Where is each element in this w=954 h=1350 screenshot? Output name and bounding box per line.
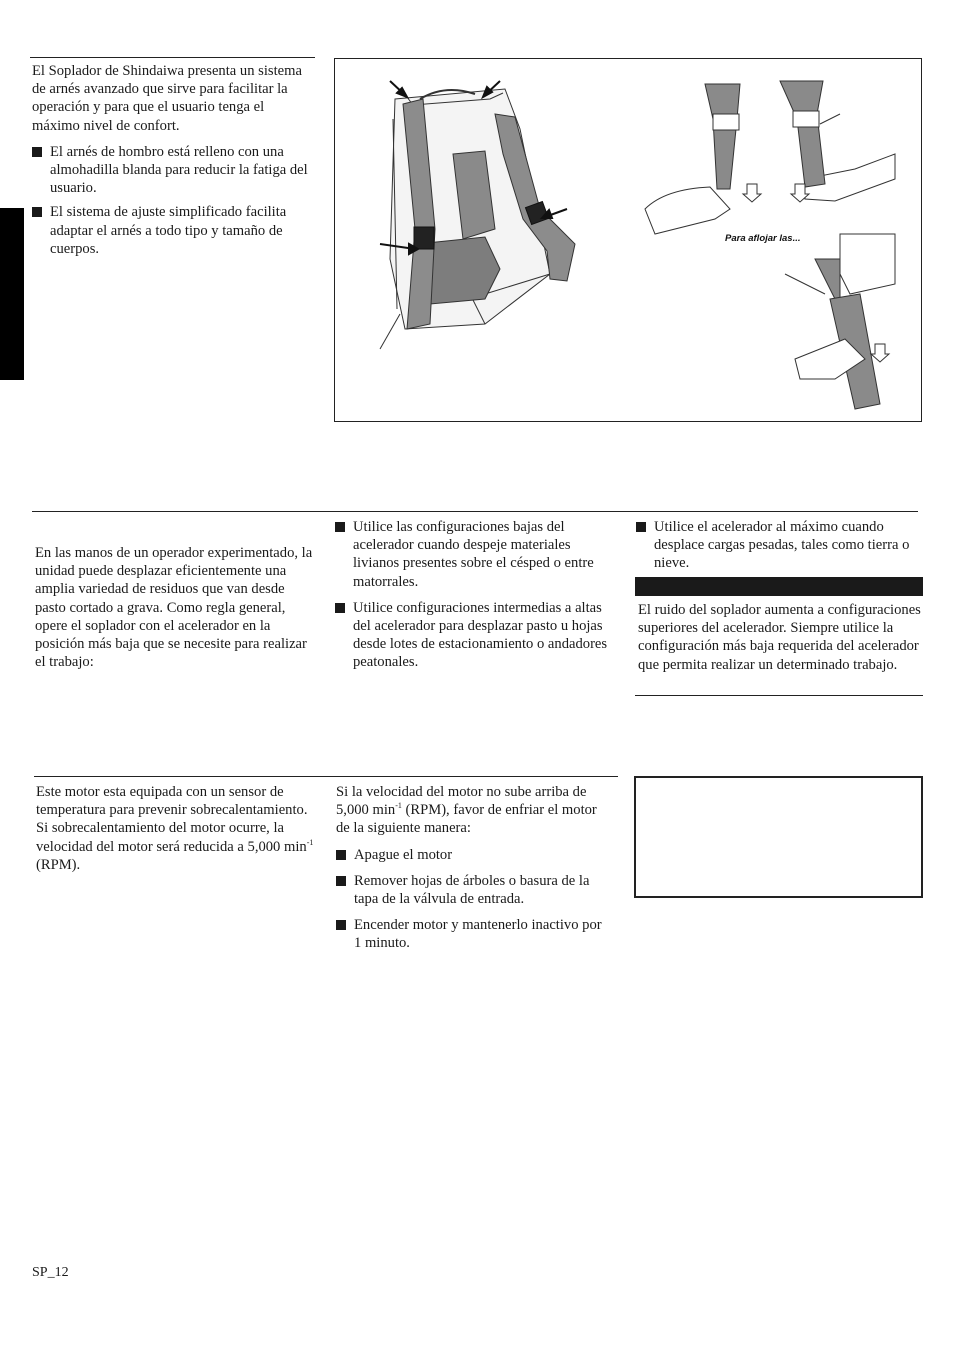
throttle-bullet-low: Utilice las configuraciones bajas del acelerador cuando despeje materiales livianos presentes sobre el césped o entre matorrales.: [335, 518, 610, 591]
empty-note-box: [634, 776, 923, 898]
figure-caption: Para aflojar las...: [725, 233, 801, 244]
bullet-square-icon: [336, 876, 346, 886]
bullet-square-icon: [636, 522, 646, 532]
section-rule: [32, 511, 918, 512]
cooling-step: Remover hojas de árboles o basura de la tapa de la válvula de entrada.: [336, 872, 611, 908]
harness-bullet-adjust: El sistema de ajuste simplificado facilita adaptar el arnés a todo tipo y tamaño de cuerpos.: [32, 203, 310, 258]
bullet-square-icon: [32, 147, 42, 157]
harness-bullet-padding: El arnés de hombro está relleno con una almohadilla blanda para reducir la fatiga del usuario.: [32, 143, 310, 198]
throttle-column-middle: [335, 518, 610, 672]
bullet-square-icon: [336, 850, 346, 860]
note-bottom-rule: [635, 695, 923, 696]
note-header-bar: [635, 577, 923, 596]
bullet-square-icon: [32, 207, 42, 217]
cooling-step: Apague el motor: [336, 846, 611, 864]
harness-intro: El Soplador de Shindaiwa presenta un sistema de arnés avanzado que sirve para facilitar la operación y para que el usuario tenga el máximo nivel de confort.: [32, 63, 302, 134]
overheat-cooling: Si la velocidad del motor no sube arriba de 5,000 $\min^{-1} (RPM)$, favor de enfriar el motor de la siguiente manera: Apague el motor Remover hojas de árboles o basura de la tapa de la válvula de entrada. Encender motor y mantenerlo inactivo por 1 minuto.: [336, 783, 611, 953]
bullet-square-icon: [335, 603, 345, 613]
harness-figure: [334, 58, 922, 422]
bullet-square-icon: [336, 920, 346, 930]
throttle-intro: En las manos de un operador experimentado, la unidad puede desplazar eficientemente una amplia variedad de residuos que van desde pasto cortado a grava. Como regla general, opere el soplador con el acelerador en la posición más baja que se necesite para realizar el trabajo:: [35, 545, 313, 671]
harness-text-column: [32, 62, 310, 258]
throttle-column-left: [35, 544, 317, 671]
section-rule: [34, 776, 618, 777]
section-tab: [0, 208, 24, 380]
bullet-square-icon: [335, 522, 345, 532]
throttle-column-right: [636, 518, 918, 573]
section-rule: [30, 57, 315, 58]
throttle-bullet-mid: Utilice configuraciones intermedias a altas del acelerador para desplazar pasto u hojas desde lotes de estacionamiento o andadores peatonales.: [335, 599, 610, 672]
page-number: SP_12: [32, 1265, 69, 1280]
throttle-bullet-max: Utilice el acelerador al máximo cuando desplace cargas pesadas, tales como tierra o nieve.: [636, 518, 918, 573]
harness-illustration: [335, 59, 921, 421]
noise-note: El ruido del soplador aumenta a configuraciones superiores del acelerador. Siempre utilice la configuración más baja requerida del acelerador que permita realizar un determinado trabajo.: [638, 602, 921, 673]
cooling-step: Encender motor y mantenerlo inactivo por 1 minuto.: [336, 916, 611, 952]
overheat-intro: Este motor esta equipada con un sensor de temperatura para prevenir sobrecalentamiento. Si sobrecalentamiento del motor ocurre, la velocidad del motor será reducida a 5,000 $\min^{-1} (RPM)$.: [36, 784, 314, 873]
